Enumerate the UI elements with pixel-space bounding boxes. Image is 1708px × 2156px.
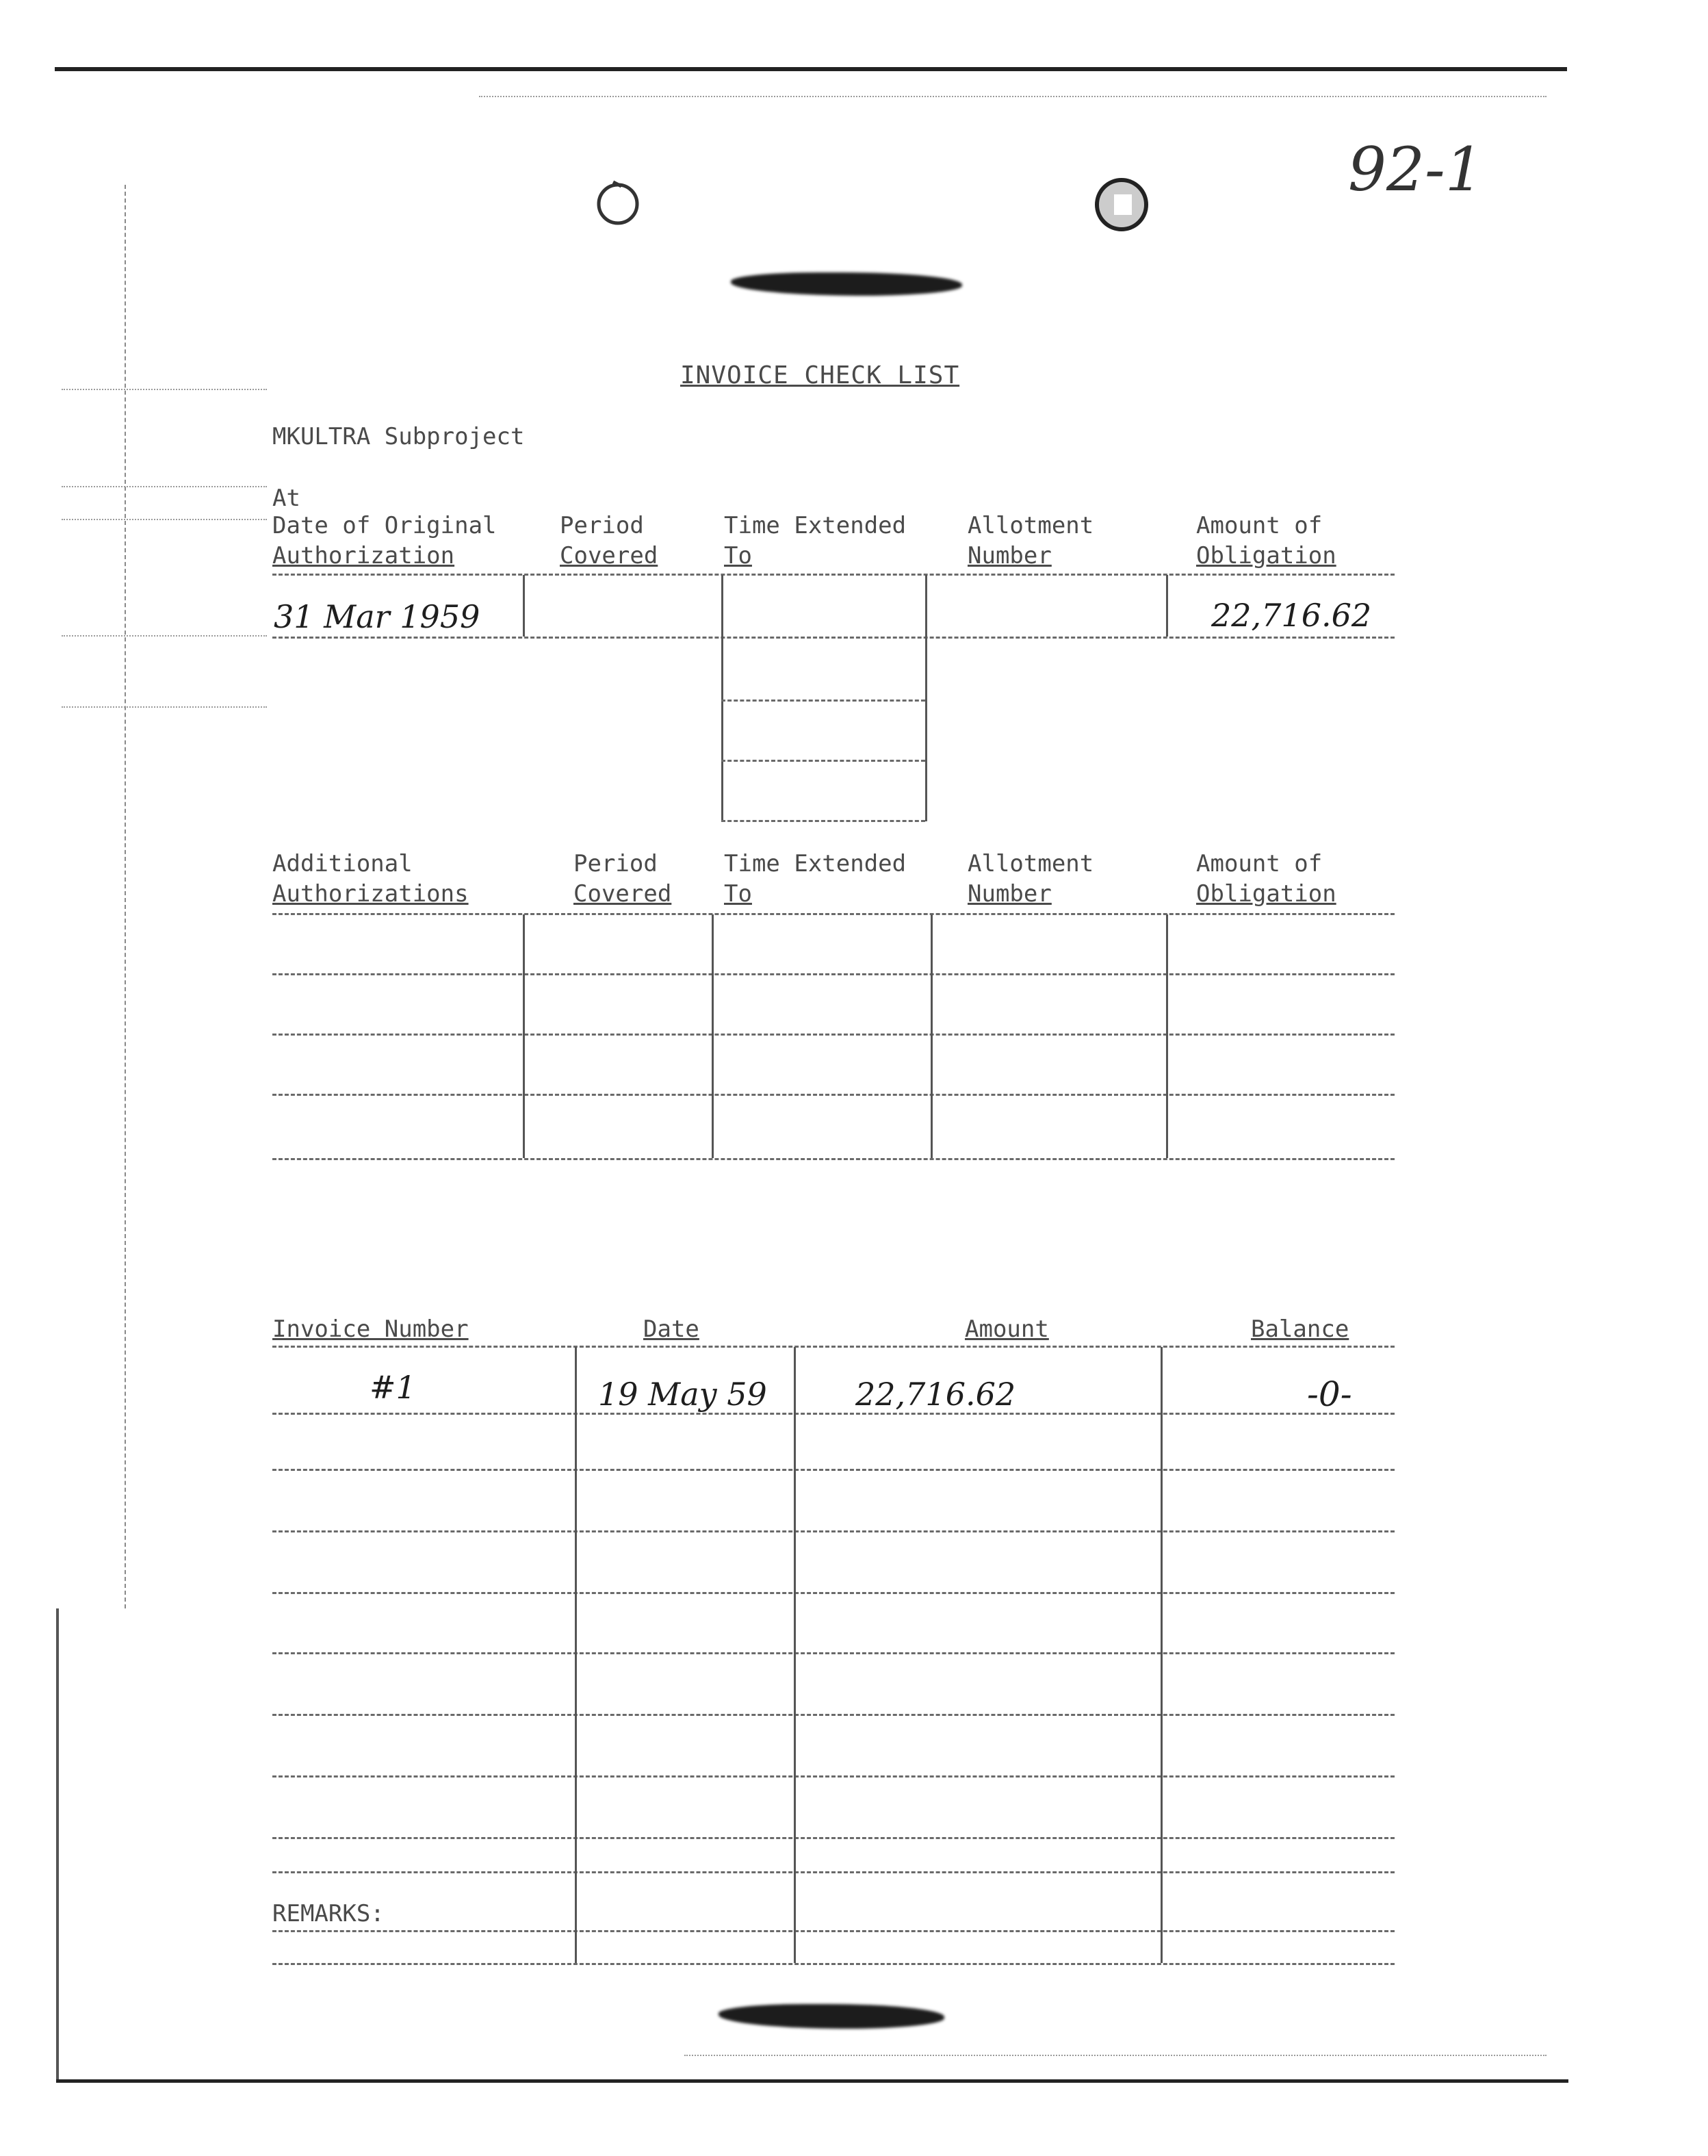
section2-col-divider-3 [931,914,933,1158]
header2-amount-line1: Amount of [1196,850,1323,877]
top-scan-noise [479,96,1547,97]
header-period-line2: Covered [560,542,658,569]
header-invoice-date: Date [643,1316,699,1343]
header-invoice-number: Invoice Number [272,1316,469,1343]
subproject-label: MKULTRA Subproject [272,423,525,450]
original-obligation-amount: 22,716.62 [1211,597,1372,634]
invoice-date-1: 19 May 59 [598,1376,767,1413]
header-date-original-line2: Authorization [272,542,455,569]
margin-dots-1 [62,389,267,390]
section3-rule-7 [272,1775,1395,1778]
section1-col-divider-2 [721,575,723,821]
section3-rule-10 [272,1930,1395,1932]
section3-rule-0 [272,1346,1395,1348]
section3-col-divider-2 [794,1347,796,1963]
header-allotment-line2: Number [968,542,1052,569]
left-binding-edge [56,1608,59,2081]
bottom-scan-noise [684,2055,1547,2056]
punch-hole-left-icon [594,177,642,227]
margin-dots-2 [62,486,267,487]
at-label: At [272,485,300,512]
redaction-top [731,272,962,296]
margin-dots-4 [62,635,267,637]
invoice-number-1: #1 [370,1369,416,1406]
header2-period-line2: Covered [573,880,672,908]
time-ext-row-3 [721,820,925,822]
left-margin-artifact [125,185,126,1608]
remarks-label: REMARKS: [272,1900,385,1927]
section3-col-divider-3 [1161,1347,1163,1963]
section2-rule-3 [272,1094,1395,1096]
section2-rule-0 [272,913,1395,915]
header2-time-extended-line1: Time Extended [724,850,907,877]
header2-period-line1: Period [573,850,658,877]
punch-hole-right-icon [1092,175,1151,234]
header-allotment-line1: Allotment [968,512,1094,539]
page-title: INVOICE CHECK LIST [680,361,960,389]
page-number: 92-1 [1348,134,1484,205]
margin-dots-3 [62,519,267,520]
section1-header-rule [272,574,1395,576]
section3-rule-3 [272,1530,1395,1532]
section3-rule-8 [272,1837,1395,1839]
header-invoice-amount: Amount [965,1316,1049,1343]
redaction-bottom [719,2004,944,2029]
margin-dots-5 [62,706,267,708]
invoice-amount-1: 22,716.62 [855,1376,1016,1413]
header-amount-line2: Obligation [1196,542,1336,569]
invoice-balance-1: -0- [1307,1374,1352,1414]
time-ext-row-2 [721,760,925,762]
section2-col-divider-2 [712,914,714,1158]
section2-col-divider-4 [1166,914,1168,1158]
section3-rule-2 [272,1469,1395,1471]
section2-col-divider-1 [523,914,525,1158]
section1-row-rule [272,637,1395,639]
section3-rule-6 [272,1714,1395,1716]
section2-rule-2 [272,1034,1395,1036]
section1-col-divider-1 [523,575,525,637]
header2-allotment-line2: Number [968,880,1052,908]
header-amount-line1: Amount of [1196,512,1323,539]
section3-rule-9 [272,1871,1395,1873]
section3-rule-5 [272,1652,1395,1654]
header-invoice-balance: Balance [1251,1316,1349,1343]
header-additional-line2: Authorizations [272,880,469,908]
header2-time-extended-line2: To [724,880,752,908]
top-border-rule [55,67,1567,71]
header-period-line1: Period [560,512,644,539]
header-time-extended-line2: To [724,542,752,569]
section3-rule-4 [272,1592,1395,1594]
section1-col-divider-3 [925,575,927,821]
section1-col-divider-4 [1166,575,1168,637]
header2-allotment-line1: Allotment [968,850,1094,877]
section3-col-divider-1 [575,1347,577,1963]
time-ext-row-1 [721,700,925,702]
section2-rule-4 [272,1158,1395,1160]
header-date-original-line1: Date of Original [272,512,497,539]
header-additional-line1: Additional [272,850,413,877]
section3-rule-1 [272,1413,1395,1415]
original-authorization-date: 31 Mar 1959 [274,598,480,635]
header-time-extended-line1: Time Extended [724,512,907,539]
header2-amount-line2: Obligation [1196,880,1336,908]
section3-rule-11 [272,1963,1395,1965]
section2-rule-1 [272,973,1395,975]
bottom-border-rule [56,2079,1568,2083]
